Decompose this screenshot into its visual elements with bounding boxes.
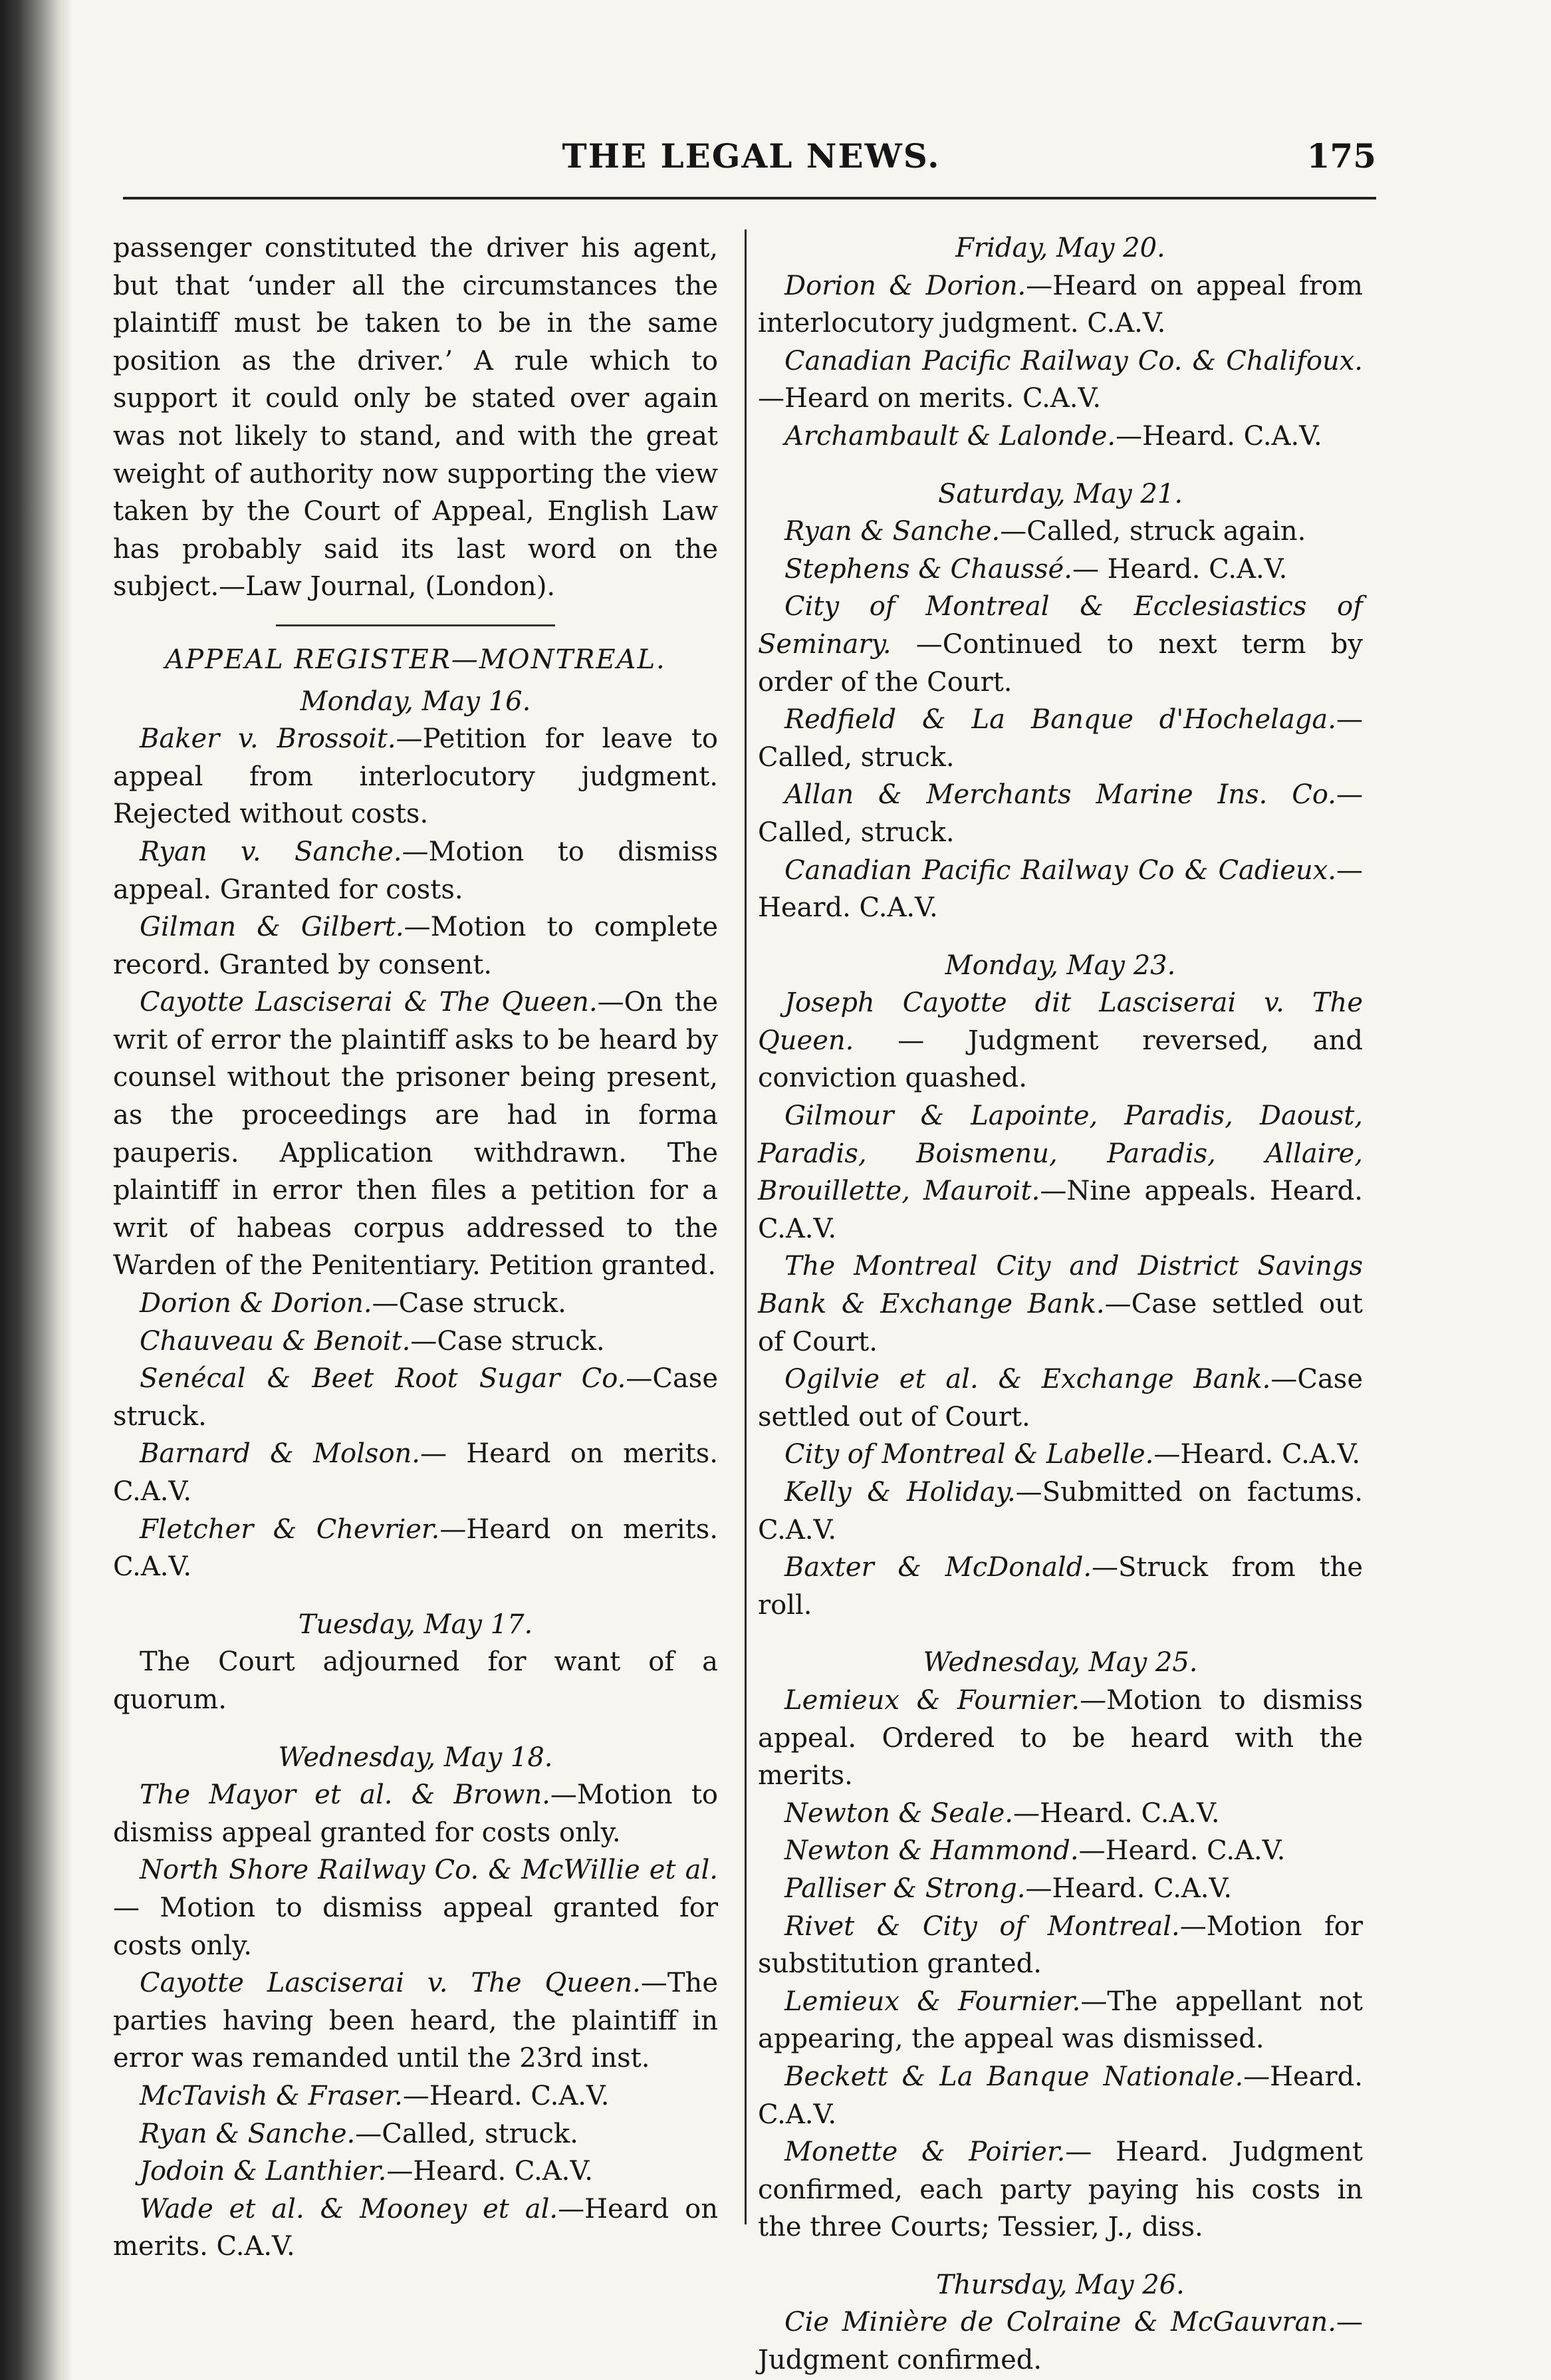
day-heading: Monday, May 23. bbox=[945, 950, 1176, 981]
entry-text: —Submitted on factums. C.A.V. bbox=[758, 1477, 1363, 1545]
entry-text: —Heard on merits. C.A.V. bbox=[113, 1514, 718, 1583]
entry-text: — Heard on merits. C.A.V. bbox=[113, 1438, 718, 1507]
day-heading: Wednesday, May 18. bbox=[278, 1742, 553, 1773]
entry-text: —Heard on appeal from interlocutory judgment. C.A.V. bbox=[758, 270, 1363, 339]
entry-text: — Motion to dismiss appeal granted for costs only. bbox=[113, 1892, 718, 1961]
register-entry bbox=[758, 1795, 1363, 1833]
day-heading: Tuesday, May 17. bbox=[298, 1609, 533, 1640]
entry-text: —Heard. C.A.V. bbox=[1153, 1439, 1361, 1470]
case-name: Cie Minière de Colraine & McGauvran. bbox=[784, 2307, 1336, 2338]
register-entry bbox=[758, 2058, 1363, 2133]
entry-text: —The parties having been heard, the plaintiff in error was remanded until the 23rd inst. bbox=[113, 1968, 718, 2074]
entry-text: —Heard on merits. C.A.V. bbox=[758, 383, 1102, 414]
register-entry bbox=[113, 1323, 718, 1361]
register-entry bbox=[758, 1474, 1363, 1549]
register-entry bbox=[758, 1097, 1363, 1248]
entry-text: —Heard. C.A.V. bbox=[402, 2080, 610, 2111]
entry-text: —Motion to dismiss appeal granted for costs only. bbox=[113, 1780, 719, 1848]
day-spacer bbox=[758, 2246, 1363, 2266]
register-entry bbox=[113, 1776, 718, 1851]
right-days bbox=[758, 229, 1363, 2379]
case-name: The Montreal City and District Savings Bank & Exchange Bank. bbox=[758, 1251, 1363, 1320]
entry-text: —Motion to dismiss appeal. Ordered to be heard with the merits. bbox=[758, 1684, 1363, 1791]
register-entry bbox=[758, 2133, 1363, 2246]
register-entry bbox=[758, 1436, 1363, 1474]
left-days bbox=[113, 683, 718, 2266]
register-entry bbox=[113, 1285, 718, 1323]
day-heading: Monday, May 16. bbox=[300, 686, 531, 717]
register-entry bbox=[758, 1682, 1363, 1795]
entry-text: —Continued to next term by order of the Court. bbox=[758, 628, 1363, 698]
case-name: Dorion & Dorion. bbox=[140, 1288, 372, 1319]
case-name: Redfield & La Banque d'Hochelaga. bbox=[784, 704, 1336, 735]
entry-text: — Heard. C.A.V. bbox=[758, 855, 1363, 924]
register-entry bbox=[113, 1511, 718, 1586]
entry-text: — Judgment confirmed. bbox=[758, 2307, 1363, 2376]
entry-text: —The appellant not appearing, the appeal was dismissed. bbox=[758, 1986, 1363, 2055]
register-entry bbox=[113, 2077, 718, 2115]
day-heading: Thursday, May 26. bbox=[936, 2269, 1185, 2300]
entry-text: — Heard. Judgment confirmed, each party paying his costs in the three Courts; Tessier, J., diss. bbox=[758, 2137, 1363, 2243]
case-name: Lemieux & Fournier. bbox=[784, 1684, 1080, 1716]
case-name: Ogilvie et al. & Exchange Bank. bbox=[784, 1364, 1271, 1395]
intro-paragraph: passenger constituted the driver his agent, but that ‘under all the circumstances the plaintiff must be taken to be in the same position as the driver.’ A rule which to support it could only be stated over again was not likely to stand, and with the great weight of authority now supporting the view taken by the Court of Appeal, English Law has probably said its last word on the subject.—Law Journal, (London). bbox=[113, 233, 718, 602]
case-name: Kelly & Holiday. bbox=[784, 1477, 1016, 1508]
entry-text: —Heard. C.A.V. bbox=[1025, 1873, 1233, 1904]
register-entry bbox=[758, 776, 1363, 851]
register-entry bbox=[758, 1832, 1363, 1870]
entry-text: —Petition for leave to appeal from interlocutory judgment. Rejected without costs. bbox=[113, 724, 718, 830]
register-entry bbox=[113, 2190, 718, 2266]
entry-text: —Heard. C.A.V. bbox=[1116, 420, 1322, 452]
register-entry bbox=[758, 1361, 1363, 1436]
entry-text: —Case settled out of Court. bbox=[758, 1289, 1363, 1357]
register-entry bbox=[758, 852, 1363, 927]
register-entry bbox=[758, 513, 1363, 551]
entry-text: —Motion for substitution granted. bbox=[758, 1911, 1363, 1980]
register-entry bbox=[113, 720, 718, 833]
register-entry bbox=[758, 1870, 1363, 1908]
entry-text: —Called, struck. bbox=[758, 704, 1363, 773]
entry-text: — Judgment reversed, and conviction quashed. bbox=[758, 1025, 1363, 1094]
column-divider bbox=[745, 229, 747, 2224]
register-entry bbox=[758, 342, 1363, 418]
case-name: North Shore Railway Co. & McWillie et al. bbox=[140, 1855, 718, 1886]
case-name: Chauveau & Benoit. bbox=[140, 1325, 411, 1357]
case-name: Beckett & La Banque Nationale. bbox=[784, 2061, 1244, 2092]
case-name: Archambault & Lalonde. bbox=[784, 420, 1116, 452]
page-binding-shadow bbox=[0, 0, 73, 2380]
case-name: Newton & Hammond. bbox=[784, 1835, 1079, 1867]
day-spacer bbox=[758, 456, 1363, 475]
day-spacer bbox=[113, 1719, 718, 1739]
register-entry bbox=[113, 2153, 718, 2190]
entry-text: —Motion to complete record. Granted by consent. bbox=[113, 912, 718, 980]
case-name: Lemieux & Fournier. bbox=[784, 1986, 1081, 2017]
entry-text: —Heard. C.A.V. bbox=[386, 2156, 593, 2187]
case-name: Cayotte Lasciserai & The Queen. bbox=[140, 987, 598, 1018]
register-entry bbox=[758, 1983, 1363, 2058]
register-entry bbox=[758, 551, 1363, 589]
case-name: McTavish & Fraser. bbox=[140, 2080, 403, 2111]
day-heading: Wednesday, May 25. bbox=[923, 1647, 1198, 1678]
register-entry bbox=[113, 984, 718, 1285]
case-name: Cayotte Lasciserai v. The Queen. bbox=[140, 1968, 641, 1999]
register-entry bbox=[113, 2115, 718, 2153]
register-entry bbox=[758, 588, 1363, 701]
page-number: 175 bbox=[1306, 136, 1376, 176]
entry-text: —Struck from the roll. bbox=[758, 1552, 1363, 1621]
left-column bbox=[113, 229, 718, 2266]
register-entry bbox=[758, 701, 1363, 776]
page-header bbox=[126, 136, 1376, 183]
case-name: Newton & Seale. bbox=[784, 1797, 1013, 1829]
entry-text: —Case settled out of Court. bbox=[758, 1364, 1363, 1432]
case-name: The Mayor et al. & Brown. bbox=[140, 1780, 550, 1811]
register-entry bbox=[758, 2304, 1363, 2379]
case-name: Stephens & Chaussé. bbox=[784, 553, 1072, 585]
running-title: THE LEGAL NEWS. bbox=[562, 136, 941, 176]
case-name: Jodoin & Lanthier. bbox=[140, 2156, 387, 2187]
case-name: Baker v. Brossoit. bbox=[140, 724, 396, 755]
case-name: Canadian Pacific Railway Co & Cadieux. bbox=[784, 855, 1336, 886]
case-name: City of Montreal & Ecclesiastics of Seminary. bbox=[758, 591, 1363, 660]
case-name: Senécal & Beet Root Sugar Co. bbox=[140, 1363, 626, 1394]
register-entry bbox=[758, 1908, 1363, 1983]
entry-text: —Heard. C.A.V. bbox=[758, 2061, 1363, 2130]
case-name: Palliser & Strong. bbox=[784, 1873, 1026, 1904]
day-spacer bbox=[113, 1586, 718, 1606]
register-entry bbox=[113, 1435, 718, 1510]
entry-text: —Case struck. bbox=[113, 1363, 718, 1432]
right-column bbox=[758, 229, 1363, 2379]
case-name: Dorion & Dorion. bbox=[784, 270, 1026, 301]
case-name: Rivet & City of Montreal. bbox=[784, 1911, 1180, 1942]
case-name: City of Montreal & Labelle. bbox=[784, 1439, 1154, 1470]
register-entry bbox=[113, 1643, 718, 1718]
case-name: Ryan & Sanche. bbox=[784, 516, 1001, 547]
register-entry bbox=[758, 267, 1363, 342]
day-spacer bbox=[758, 927, 1363, 947]
day-spacer bbox=[758, 1624, 1363, 1644]
register-entry bbox=[113, 1964, 718, 2077]
register-entry bbox=[113, 833, 718, 908]
entry-text: —Nine appeals. Heard. C.A.V. bbox=[758, 1176, 1363, 1244]
register-entry bbox=[758, 1549, 1363, 1624]
day-heading: Saturday, May 21. bbox=[937, 478, 1183, 509]
register-entry bbox=[758, 1248, 1363, 1361]
entry-text: The Court adjourned for want of a quorum. bbox=[113, 1647, 718, 1715]
entry-text: —Case struck. bbox=[372, 1288, 566, 1319]
section-rule bbox=[276, 624, 555, 626]
case-name: Gilman & Gilbert. bbox=[140, 912, 404, 943]
register-entry bbox=[758, 418, 1363, 456]
case-name: Wade et al. & Mooney et al. bbox=[140, 2193, 558, 2224]
entry-text: —Heard. C.A.V. bbox=[1078, 1835, 1286, 1867]
entry-text: —Called, struck. bbox=[758, 779, 1363, 848]
case-name: Ryan & Sanche. bbox=[140, 2118, 356, 2149]
entry-text: —Heard on merits. C.A.V. bbox=[113, 2193, 718, 2262]
register-entry bbox=[113, 1360, 718, 1435]
register-entry bbox=[113, 1851, 718, 1964]
entry-text: — Heard. C.A.V. bbox=[1072, 553, 1288, 585]
entry-text: —Called, struck again. bbox=[1000, 516, 1306, 547]
case-name: Canadian Pacific Railway Co. & Chalifoux. bbox=[784, 345, 1363, 376]
day-heading: Friday, May 20. bbox=[955, 233, 1165, 263]
header-rule bbox=[123, 197, 1376, 199]
case-name: Baxter & McDonald. bbox=[784, 1552, 1092, 1583]
entry-text: —Case struck. bbox=[410, 1325, 605, 1357]
entry-text: —Heard. C.A.V. bbox=[1013, 1797, 1220, 1829]
register-entry bbox=[758, 984, 1363, 1097]
case-name: Fletcher & Chevrier. bbox=[140, 1514, 440, 1545]
entry-text: —Motion to dismiss appeal. Granted for costs. bbox=[113, 836, 718, 905]
case-name: Ryan v. Sanche. bbox=[140, 836, 402, 867]
entry-text: —Called, struck. bbox=[355, 2118, 578, 2149]
case-name: Joseph Cayotte dit Lasciserai v. The Queen. bbox=[758, 988, 1363, 1056]
case-name: Monette & Poirier. bbox=[784, 2137, 1066, 2168]
section-title: APPEAL REGISTER—MONTREAL. bbox=[165, 644, 666, 675]
case-name: Allan & Merchants Marine Ins. Co. bbox=[784, 779, 1336, 811]
register-entry bbox=[113, 908, 718, 984]
case-name: Barnard & Molson. bbox=[140, 1438, 421, 1470]
entry-text: —On the writ of error the plaintiff asks to be heard by counsel without the prisoner being present, as the proceedings are had in forma pauperis. Application withdrawn. The plaintiff in error then files a petition for a writ of habeas corpus addressed to the Warden of the Penitentiary. Petition granted. bbox=[113, 987, 718, 1281]
case-name: Gilmour & Lapointe, Paradis, Daoust, Paradis, Boismenu, Paradis, Allaire, Brouillette, Mauroit. bbox=[758, 1101, 1363, 1207]
